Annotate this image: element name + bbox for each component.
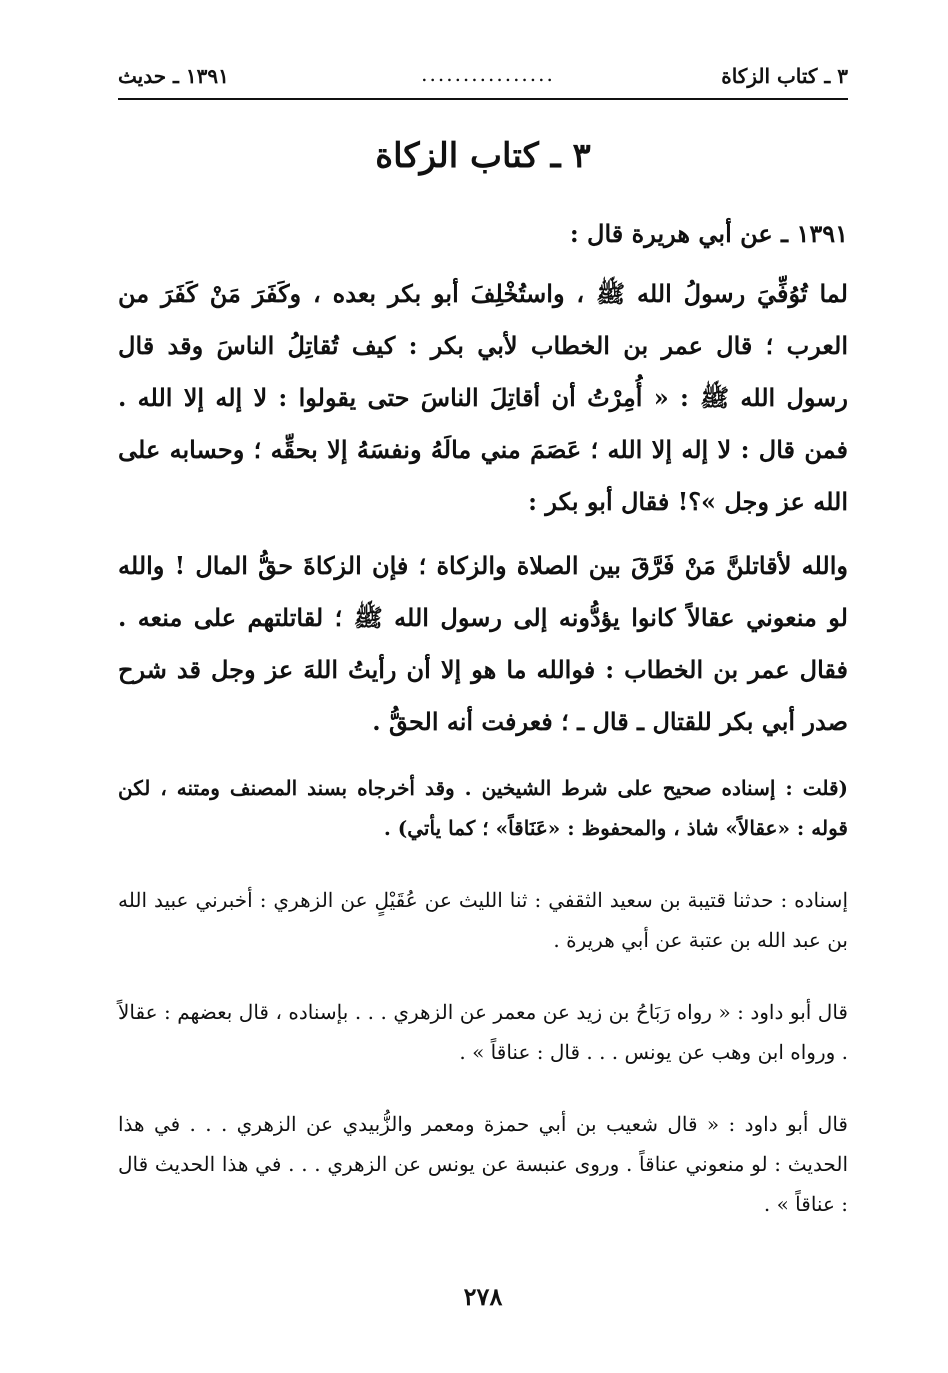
abu-dawud-note-1: قال أبو داود : « رواه رَبَاحُ بن زيد عن معمر عن الزهري . . . بإسناده ، قال بعضهم : عقالاً . ورواه ابن وهب عن يونس . . . قال : عناقاً » .	[118, 1000, 848, 1064]
isnad-paragraph: إسناده : حدثنا قتيبة بن سعيد الثقفي : ثنا الليث عن عُقَيْلٍ عن الزهري : أخبرني عبيد الله بن عبد الله بن عتبة عن أبي هريرة .	[118, 888, 848, 952]
page-number: ٢٧٨	[463, 1282, 503, 1311]
header-rule	[118, 98, 848, 100]
header-dots: ................	[421, 62, 555, 86]
hadith-text-paragraph-2: والله لأقاتلنَّ مَنْ فَرَّقَ بين الصلاة والزكاة ؛ فإن الزكاةَ حقُّ المال ! والله لو منعوني عقالاً كانوا يؤدُّونه إلى رسول الله ﷺ ؛ لقاتلتهم على منعه . فقال عمر بن الخطاب : فوالله ما هو إلا أن رأيتُ اللهَ عز وجل قد شرح صدر أبي بكر للقتال ـ قال ـ ؛ فعرفت أنه الحقُّ .	[118, 551, 848, 736]
running-header	[118, 62, 848, 96]
header-chapter: ٣ ـ كتاب الزكاة	[721, 64, 848, 88]
chapter-title: ٣ ـ كتاب الزكاة	[375, 136, 591, 176]
hadith-text-paragraph-1: لما تُوُفِّيَ رسولُ الله ﷺ ، واستُخْلِفَ أبو بكر بعده ، وكَفَرَ مَنْ كَفَرَ من العرب ؛ قال عمر بن الخطاب لأبي بكر : كيف تُقاتِلُ الناسَ وقد قال رسول الله ﷺ : « أُمِرْتُ أن أقاتِلَ الناسَ حتى يقولوا : لا إله إلا الله . فمن قال : لا إله إلا الله ؛ عَصَمَ مني مالَهُ ونفسَهُ إلا بحقِّه ؛ وحسابه على الله عز وجل »؟! فقال أبو بكر :	[118, 279, 848, 516]
hadith-heading: ١٣٩١ ـ عن أبي هريرة قال :	[569, 219, 848, 248]
abu-dawud-note-2: قال أبو داود : « قال شعيب بن أبي حمزة ومعمر والزُّبيدي عن الزهري . . . في هذا الحديث : لو منعوني عناقاً . وروى عنبسة عن يونس عن الزهري . . . في هذا الحديث قال : عناقاً » .	[118, 1112, 848, 1216]
header-hadith-ref: ١٣٩١ ـ حديث	[118, 64, 229, 88]
author-note: (قلت : إسناده صحيح على شرط الشيخين . وقد أخرجاه بسند المصنف ومتنه ، لكن قوله : «عقالاً» شاذ ، والمحفوظ : «عَنَاقاً» ؛ كما يأتي) .	[118, 776, 848, 840]
